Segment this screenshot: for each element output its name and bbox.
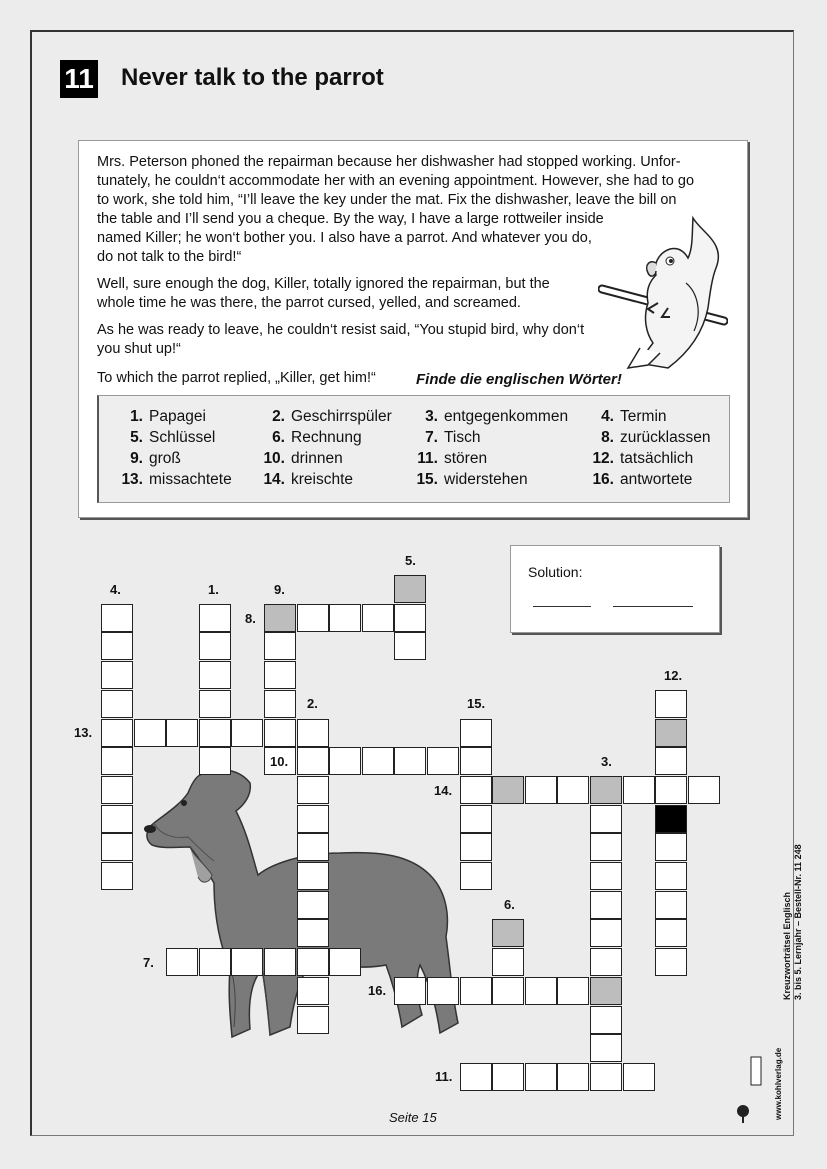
crossword-cell[interactable] bbox=[460, 805, 492, 833]
word-item: 13. missachtete bbox=[121, 471, 232, 488]
crossword-cell[interactable] bbox=[264, 719, 296, 747]
word-item: 1. Papagei bbox=[130, 408, 206, 425]
crossword-cell[interactable] bbox=[590, 948, 622, 976]
publisher-info: Kreuzworträtsel Englisch 3. bis 5. Lernjahr – Bestell-Nr. 11 248 bbox=[782, 844, 803, 1000]
crossword-cell[interactable] bbox=[297, 862, 329, 890]
crossword-cell[interactable] bbox=[199, 719, 231, 747]
crossword-cell[interactable] bbox=[101, 661, 133, 689]
story-line: Well, sure enough the dog, Killer, totally ignored the repairman, but the bbox=[97, 276, 550, 292]
crossword-cell[interactable] bbox=[655, 919, 687, 947]
crossword-cell[interactable] bbox=[557, 1063, 589, 1091]
page-number: Seite 15 bbox=[389, 1110, 437, 1125]
word-item: 2. Geschirrspüler bbox=[272, 408, 392, 425]
crossword-solution-cell[interactable] bbox=[655, 719, 687, 747]
crossword-cell[interactable] bbox=[297, 1006, 329, 1034]
story-line: the table and I’ll send you a cheque. By the way, I have a large rottweiler inside bbox=[97, 211, 604, 227]
clue-number: 2. bbox=[307, 696, 318, 711]
crossword-cell[interactable] bbox=[297, 776, 329, 804]
crossword-cell[interactable] bbox=[427, 747, 459, 775]
crossword-cell[interactable] bbox=[101, 632, 133, 660]
crossword-cell[interactable] bbox=[557, 776, 589, 804]
publisher-web: www.kohlverlag.de bbox=[774, 1047, 783, 1120]
crossword-cell[interactable] bbox=[590, 919, 622, 947]
crossword-cell[interactable] bbox=[199, 632, 231, 660]
crossword-cell[interactable] bbox=[199, 747, 231, 775]
crossword-cell[interactable] bbox=[655, 891, 687, 919]
crossword-cell[interactable] bbox=[231, 948, 263, 976]
crossword-cell[interactable] bbox=[557, 977, 589, 1005]
crossword-cell[interactable] bbox=[101, 805, 133, 833]
crossword-cell[interactable] bbox=[101, 833, 133, 861]
worksheet-number: 11 bbox=[60, 60, 98, 98]
crossword-cell[interactable] bbox=[101, 747, 133, 775]
crossword-cell[interactable] bbox=[688, 776, 720, 804]
crossword-cell[interactable] bbox=[623, 776, 655, 804]
crossword-cell[interactable] bbox=[297, 891, 329, 919]
crossword-cell[interactable] bbox=[590, 833, 622, 861]
crossword-cell[interactable] bbox=[525, 776, 557, 804]
crossword-cell[interactable] bbox=[655, 747, 687, 775]
crossword-cell[interactable] bbox=[134, 719, 166, 747]
crossword-cell[interactable] bbox=[297, 948, 329, 976]
crossword-cell[interactable] bbox=[590, 1006, 622, 1034]
crossword-cell[interactable] bbox=[199, 690, 231, 718]
crossword-cell[interactable] bbox=[362, 747, 394, 775]
solution-label: Solution: bbox=[528, 564, 583, 580]
crossword-cell[interactable] bbox=[394, 604, 426, 632]
clue-number: 13. bbox=[74, 725, 93, 740]
crossword-cell[interactable] bbox=[460, 977, 492, 1005]
crossword-cell[interactable] bbox=[460, 747, 492, 775]
crossword-cell[interactable] bbox=[655, 833, 687, 861]
word-item: 4. Termin bbox=[601, 408, 667, 425]
crossword-cell[interactable] bbox=[525, 977, 557, 1005]
clue-number: 1. bbox=[208, 582, 219, 597]
solution-blank-word-2[interactable] bbox=[613, 606, 693, 607]
crossword-solution-cell[interactable] bbox=[590, 977, 622, 1005]
crossword-cell[interactable] bbox=[655, 776, 687, 804]
clue-number: 15. bbox=[467, 696, 486, 711]
word-item: 15. widerstehen bbox=[416, 471, 528, 488]
crossword-cell[interactable] bbox=[590, 1034, 622, 1062]
word-item: 12. tatsächlich bbox=[592, 450, 694, 467]
crossword-cell[interactable] bbox=[264, 948, 296, 976]
crossword-cell[interactable] bbox=[199, 661, 231, 689]
word-item: 8. zurücklassen bbox=[601, 429, 711, 446]
crossword-cell[interactable] bbox=[231, 719, 263, 747]
clue-number: 16. bbox=[368, 983, 387, 998]
crossword-cell[interactable] bbox=[394, 632, 426, 660]
clue-number: 12. bbox=[664, 668, 683, 683]
crossword-cell[interactable] bbox=[460, 862, 492, 890]
crossword-cell[interactable] bbox=[329, 948, 361, 976]
story-line: As he was ready to leave, he couldn‘t resist said, “You stupid bird, why don‘t bbox=[97, 322, 585, 338]
story-line: To which the parrot replied, „Killer, get him!“ bbox=[97, 370, 376, 386]
crossword-cell[interactable] bbox=[655, 862, 687, 890]
crossword-cell[interactable] bbox=[427, 977, 459, 1005]
word-item: 3. entgegenkommen bbox=[425, 408, 569, 425]
crossword-cell[interactable] bbox=[655, 948, 687, 976]
crossword-cell[interactable] bbox=[525, 1063, 557, 1091]
crossword-cell[interactable] bbox=[297, 604, 329, 632]
crossword-cell[interactable] bbox=[297, 805, 329, 833]
crossword-cell[interactable] bbox=[199, 604, 231, 632]
clue-number: 8. bbox=[245, 611, 256, 626]
clue-number: 10. bbox=[270, 754, 289, 769]
crossword-cell[interactable] bbox=[166, 719, 198, 747]
crossword-cell[interactable] bbox=[460, 833, 492, 861]
word-item: 16. antwortete bbox=[592, 471, 693, 488]
word-item: 5. Schlüssel bbox=[130, 429, 216, 446]
story-line: tunately, he couldn‘t accommodate her with an evening appointment. However, she had to go bbox=[97, 173, 695, 189]
publisher-logo bbox=[735, 1055, 763, 1125]
clue-number: 7. bbox=[143, 955, 154, 970]
clue-number: 9. bbox=[274, 582, 285, 597]
crossword-cell[interactable] bbox=[655, 690, 687, 718]
story-line: whole time he was there, the parrot cursed, yelled, and screamed. bbox=[97, 295, 521, 311]
crossword-cell[interactable] bbox=[460, 776, 492, 804]
crossword-cell[interactable] bbox=[590, 891, 622, 919]
word-list bbox=[97, 395, 730, 503]
crossword-cell[interactable] bbox=[329, 604, 361, 632]
crossword-cell[interactable] bbox=[460, 719, 492, 747]
parrot-illustration bbox=[598, 213, 728, 373]
crossword-cell[interactable] bbox=[492, 1063, 524, 1091]
crossword-cell[interactable] bbox=[297, 919, 329, 947]
crossword-black-cell bbox=[655, 805, 687, 833]
crossword-cell[interactable] bbox=[101, 690, 133, 718]
crossword-solution-cell[interactable] bbox=[590, 776, 622, 804]
word-item: 6. Rechnung bbox=[272, 429, 362, 446]
crossword-cell[interactable] bbox=[362, 604, 394, 632]
crossword-cell[interactable] bbox=[101, 776, 133, 804]
clue-number: 3. bbox=[601, 754, 612, 769]
crossword-cell[interactable] bbox=[297, 833, 329, 861]
word-item: 10. drinnen bbox=[263, 450, 343, 467]
story-line: do not talk to the bird!“ bbox=[97, 249, 242, 265]
crossword-cell[interactable] bbox=[394, 977, 426, 1005]
clue-number: 11. bbox=[435, 1069, 453, 1084]
clue-number: 4. bbox=[110, 582, 121, 597]
story-line: you shut up!“ bbox=[97, 341, 181, 357]
story-line: Mrs. Peterson phoned the repairman because her dishwasher had stopped working. Unfor- bbox=[97, 154, 681, 170]
crossword-cell[interactable] bbox=[590, 805, 622, 833]
crossword-cell[interactable] bbox=[492, 948, 524, 976]
crossword-solution-cell[interactable] bbox=[264, 604, 296, 632]
crossword-cell[interactable] bbox=[264, 632, 296, 660]
word-item: 9. groß bbox=[130, 450, 181, 467]
crossword-cell[interactable] bbox=[394, 747, 426, 775]
page-title: Never talk to the parrot bbox=[121, 64, 384, 91]
clue-number: 5. bbox=[405, 553, 416, 568]
crossword-cell[interactable] bbox=[623, 1063, 655, 1091]
clue-number: 6. bbox=[504, 897, 515, 912]
crossword-solution-cell[interactable] bbox=[492, 776, 524, 804]
story-line: named Killer; he won‘t bother you. I also have a parrot. And whatever you do, bbox=[97, 230, 592, 246]
crossword-cell[interactable] bbox=[166, 948, 198, 976]
crossword-cell[interactable] bbox=[101, 719, 133, 747]
crossword-cell[interactable] bbox=[264, 690, 296, 718]
crossword-cell[interactable] bbox=[297, 977, 329, 1005]
crossword-cell[interactable] bbox=[297, 719, 329, 747]
crossword-cell[interactable] bbox=[460, 1063, 492, 1091]
word-item: 7. Tisch bbox=[425, 429, 481, 446]
crossword-solution-cell[interactable] bbox=[394, 575, 426, 603]
crossword-cell[interactable] bbox=[101, 604, 133, 632]
crossword-cell[interactable] bbox=[264, 661, 296, 689]
crossword-solution-cell[interactable] bbox=[492, 919, 524, 947]
word-item: 14. kreischte bbox=[263, 471, 354, 488]
solution-blank-word-1[interactable] bbox=[533, 606, 591, 607]
crossword-cell[interactable] bbox=[590, 1063, 622, 1091]
solution-box bbox=[510, 545, 720, 633]
crossword-cell[interactable] bbox=[101, 862, 133, 890]
clue-number: 14. bbox=[434, 783, 453, 798]
crossword-cell[interactable] bbox=[329, 747, 361, 775]
crossword-cell[interactable] bbox=[492, 977, 524, 1005]
word-item: 11. stören bbox=[417, 450, 488, 467]
crossword-cell[interactable] bbox=[199, 948, 231, 976]
task-instruction: Finde die englischen Wörter! bbox=[416, 371, 622, 388]
story-line: to work, she told him, “I’ll leave the key under the mat. Fix the dishwasher, leave the bill on bbox=[97, 192, 677, 208]
crossword-cell[interactable] bbox=[297, 747, 329, 775]
crossword-cell[interactable] bbox=[590, 862, 622, 890]
